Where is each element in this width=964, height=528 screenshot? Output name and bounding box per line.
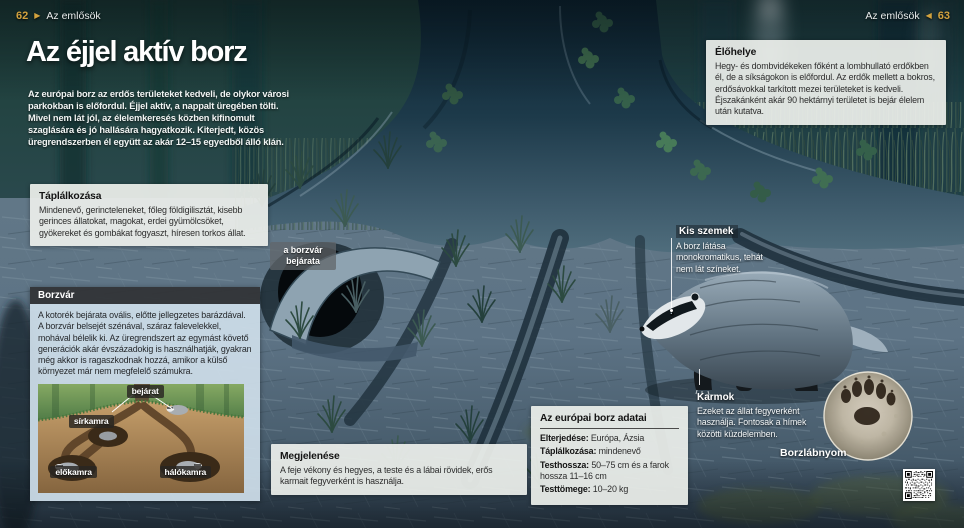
page-number-left: 62 xyxy=(16,10,29,22)
eyes-callout xyxy=(676,221,780,275)
page-header-left xyxy=(16,10,101,22)
eyes-leader-dot xyxy=(670,309,673,312)
arrow-right-icon: ▶ xyxy=(34,11,41,20)
data-row-body-length xyxy=(540,460,679,483)
habitat-box-text: Hegy- és dombvidékeken főként a lombhullató erdőkben él, de a síkságokon is előfordul. Az erdők mellett a bokros, erdősávokkal tarkított mezei területeket is kedveli. Éjszakánként akár 90 hektárnyi területet is bejár élelem után kutatva. xyxy=(715,61,935,117)
appearance-box-text: A feje vékony és hegyes, a teste és a lábai rövidek, erős karmait fegyverként is használja. xyxy=(280,465,493,487)
diagram-label-grave-chamber: sírkamra xyxy=(69,415,114,428)
data-row-distribution xyxy=(540,433,679,444)
species-data-box xyxy=(531,406,688,505)
page-number-right: 63 xyxy=(937,10,950,22)
sett-box-title: Borzvár xyxy=(30,287,260,304)
feeding-box-title: Táplálkozása xyxy=(39,191,102,202)
claws-callout-text: Ezeket az állat fegyverként használja. Fontosak a hímek közötti küzdelemben. xyxy=(697,406,807,439)
data-row-feeding xyxy=(540,446,679,457)
claws-callout xyxy=(697,387,815,440)
data-label: Elterjedése: xyxy=(540,433,589,444)
diagram-label-entrance: bejárat xyxy=(127,385,164,398)
feeding-box xyxy=(30,184,268,246)
page-header-right xyxy=(865,10,950,22)
burrow-entrance-label: a borzvár bejárata xyxy=(270,242,336,270)
data-row-weight xyxy=(540,484,679,495)
diagram-label-front-chamber: előkamra xyxy=(50,466,97,479)
appearance-box xyxy=(271,444,527,495)
habitat-box xyxy=(706,40,946,125)
section-title-right: Az emlősök xyxy=(865,10,920,22)
divider xyxy=(540,428,679,429)
data-value: 10–20 kg xyxy=(592,484,629,495)
appearance-box-title: Megjelenése xyxy=(280,451,340,462)
claws-leader-line xyxy=(699,369,700,385)
sett-box-text: A kotorék bejárata ovális, előtte jellegzetes barázdával. A borzvár belsejét szénával, száraz falevelekkel, mohával bélelik ki. Az üregrendszert az egymást követő generációk akár évszázadokig is használhatják, gyakran még akkor is ragaszkodnak hozzá, amikor a külső környezet már nem megfelelő számukra. xyxy=(38,310,252,377)
arrow-left-icon: ◀ xyxy=(925,11,932,20)
diagram-label-sleeping-chamber: hálókamra xyxy=(160,466,212,479)
eyes-leader-line xyxy=(671,238,672,308)
feeding-box-text: Mindenevő, gerincteleneket, főleg földigilisztát, kisebb gerinces állatokat, magokat, erdei gyümölcsöket, gyökereket és gombákat fogyaszt, híresen torkos állat. xyxy=(39,205,246,238)
species-data-title: Az európai borz adatai xyxy=(540,413,647,424)
intro-paragraph: Az európai borz az erdős területeket kedveli, de olykor városi parkokban is előfordul. Éjjel aktív, a nappalt üregében tölti. Mivel nem lát jól, az élelemkeresés közben kifinomult szaglására és jó hallására hagyatkozik. Kiterjedt, közös üregrendszerben él együtt az akár 12–15 egyedből álló klán. xyxy=(28,89,289,148)
data-value: mindenevő xyxy=(598,446,641,457)
pawprint-label: Borzlábnyom xyxy=(780,447,847,459)
page-title: Az éjjel aktív borz xyxy=(26,36,247,68)
claws-callout-title: Karmok xyxy=(697,392,735,403)
qr-code-pattern xyxy=(905,471,933,499)
data-label: Táplálkozása: xyxy=(540,446,597,457)
burrow-diagram xyxy=(38,384,244,493)
section-title-left: Az emlősök xyxy=(46,10,101,22)
eyes-callout-text: A borz látása monokromatikus, tehát nem lát színeket. xyxy=(676,241,763,274)
data-value: 50–75 cm és a farok hossza 11–16 cm xyxy=(540,459,669,481)
qr-code xyxy=(903,469,935,501)
data-label: Testtömege: xyxy=(540,484,591,495)
habitat-box-title: Élőhelye xyxy=(715,47,757,58)
data-label: Testhossza: xyxy=(540,459,589,470)
sett-box xyxy=(30,287,260,501)
data-value: Európa, Ázsia xyxy=(590,433,645,444)
eyes-callout-title: Kis szemek xyxy=(676,225,738,238)
